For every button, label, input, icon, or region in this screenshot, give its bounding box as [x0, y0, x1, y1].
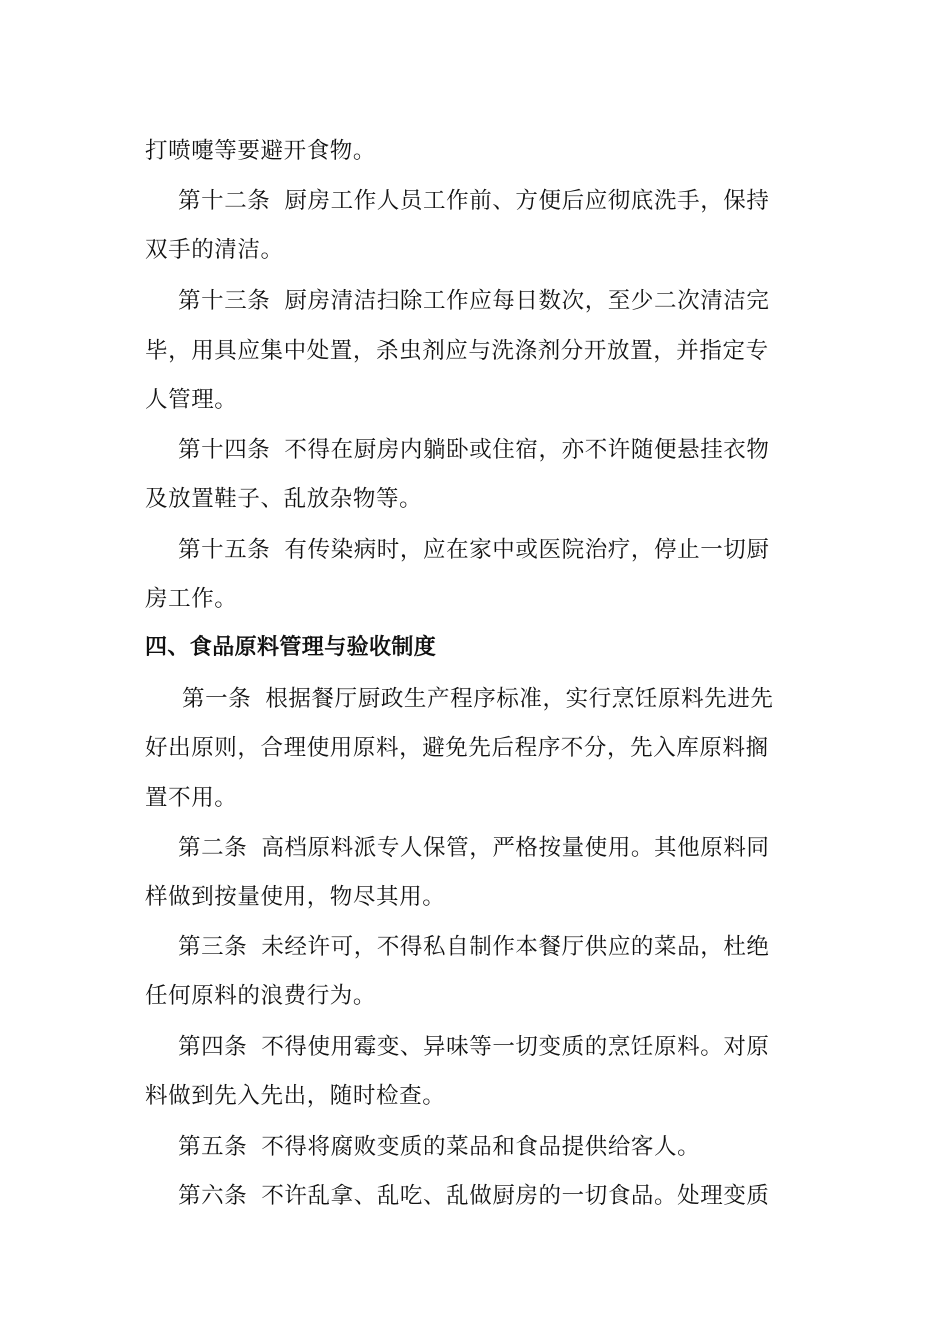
article-number: 第二条 — [178, 835, 248, 861]
article-2-line-2: 样做到按量使用，物尽其用。 — [145, 884, 446, 910]
article-number: 第六条 — [178, 1183, 248, 1209]
article-number: 第十五条 — [178, 537, 271, 563]
article-text: 厨房清洁扫除工作应每日数次，至少二次清洁完 — [284, 288, 770, 314]
article-text: 不得使用霉变、异味等一切变质的烹饪原料。对原 — [261, 1034, 770, 1060]
continuation-line: 打喷嚏等要避开食物。 — [145, 138, 377, 164]
article-text: 不许乱拿、乱吃、乱做厨房的一切食品。处理变质 — [261, 1183, 770, 1209]
article-5-line-1 — [178, 1131, 858, 1163]
section-heading: 四、食品原料管理与验收制度 — [145, 635, 437, 660]
article-text: 厨房工作人员工作前、方便后应彻底洗手，保持 — [284, 188, 770, 214]
article-1-line-3: 置不用。 — [145, 785, 238, 811]
article-13-line-3: 人管理。 — [145, 387, 238, 413]
article-text: 高档原料派专人保管，严格按量使用。其他原料同 — [261, 835, 770, 861]
article-number: 第十三条 — [178, 288, 271, 314]
article-12-line-2: 双手的清洁。 — [145, 237, 284, 263]
article-3-line-1 — [178, 931, 858, 963]
article-text: 有传染病时，应在家中或医院治疗，停止一切厨 — [284, 537, 770, 563]
article-number: 第十二条 — [178, 188, 271, 214]
article-13-line-1 — [178, 285, 858, 317]
article-number: 第五条 — [178, 1134, 248, 1160]
article-15-line-2: 房工作。 — [145, 586, 238, 612]
article-1-line-2: 好出原则，合理使用原料，避免先后程序不分，先入库原料搁 — [145, 735, 769, 761]
article-text: 根据餐厅厨政生产程序标准，实行烹饪原料先进先 — [265, 686, 774, 712]
article-14-line-1 — [178, 434, 858, 466]
article-number: 第十四条 — [178, 437, 271, 463]
article-4-line-2: 料做到先入先出，随时检查。 — [145, 1083, 446, 1109]
article-2-line-1 — [178, 832, 858, 864]
article-text: 不得将腐败变质的菜品和食品提供给客人。 — [261, 1134, 701, 1160]
article-number: 第四条 — [178, 1034, 248, 1060]
article-text: 不得在厨房内躺卧或住宿，亦不许随便悬挂衣物 — [284, 437, 770, 463]
article-12-line-1 — [178, 185, 858, 217]
article-number: 第三条 — [178, 934, 248, 960]
article-6-line-1 — [178, 1180, 858, 1212]
article-number: 第一条 — [182, 686, 252, 712]
article-15-line-1 — [178, 534, 858, 566]
article-14-line-2: 及放置鞋子、乱放杂物等。 — [145, 486, 423, 512]
article-1-line-1 — [182, 683, 862, 715]
article-text: 未经许可，不得私自制作本餐厅供应的菜品，杜绝 — [261, 934, 770, 960]
article-13-line-2: 毕，用具应集中处置，杀虫剂应与洗涤剂分开放置，并指定专 — [145, 338, 769, 364]
article-3-line-2: 任何原料的浪费行为。 — [145, 983, 377, 1009]
article-4-line-1 — [178, 1031, 858, 1063]
